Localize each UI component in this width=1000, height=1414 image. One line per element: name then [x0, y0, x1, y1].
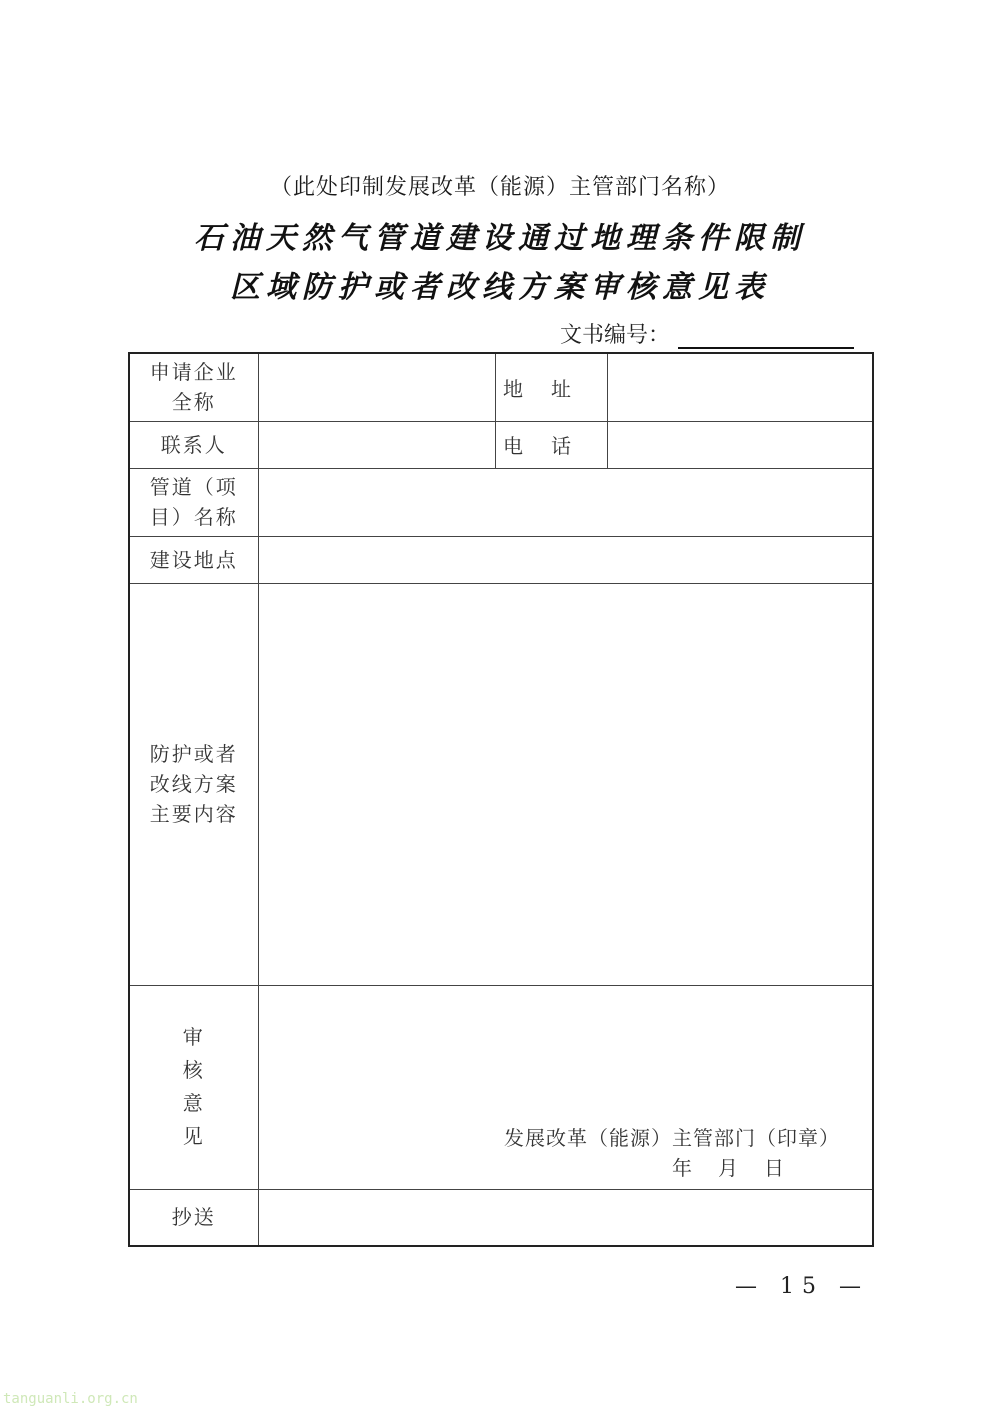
pipeline-label-line2: 目）名称: [149, 505, 238, 529]
row-location: [129, 536, 873, 583]
contact-label: 联系人: [129, 421, 258, 468]
review-label: [129, 985, 258, 1189]
document-number-label: 文书编号：: [560, 323, 671, 348]
review-signature-block: [259, 986, 873, 1189]
review-label-char4: 见: [182, 1124, 205, 1148]
phone-field[interactable]: [607, 421, 873, 468]
plan-label-line2: 改线方案: [149, 772, 238, 796]
review-signature-date: 年月日: [672, 1155, 810, 1180]
plan-label: [129, 583, 258, 985]
plan-label-line1: 防护或者: [149, 742, 238, 766]
location-label: 建设地点: [129, 536, 258, 583]
applicant-label: [129, 353, 258, 421]
cc-field[interactable]: [258, 1189, 873, 1246]
watermark: tanguanli.org.cn: [3, 1391, 138, 1407]
row-plan: [129, 583, 873, 985]
pipeline-label-line1: 管道（项: [149, 475, 238, 499]
pipeline-label: [129, 468, 258, 536]
cc-label: 抄送: [129, 1189, 258, 1246]
review-label-char1: 审: [182, 1025, 205, 1049]
pipeline-field[interactable]: [258, 468, 873, 536]
row-pipeline: [129, 468, 873, 536]
location-field[interactable]: [258, 536, 873, 583]
review-label-char2: 核: [182, 1058, 205, 1082]
phone-label: 电话: [495, 421, 607, 468]
contact-field[interactable]: [258, 421, 495, 468]
row-contact: [129, 421, 873, 468]
applicant-label-line2: 全称: [171, 390, 216, 415]
review-opinion-field[interactable]: [258, 985, 873, 1189]
row-review: [129, 985, 873, 1189]
review-opinion-form: [128, 352, 874, 1247]
document-number: [560, 318, 854, 349]
review-label-char3: 意: [182, 1091, 205, 1115]
issuing-authority-subtitle: （此处印制发展改革（能源）主管部门名称）: [269, 175, 730, 200]
applicant-label-line1: 申请企业: [149, 360, 238, 385]
plan-label-line3: 主要内容: [149, 802, 238, 826]
document-title-line-2: 区域防护或者改线方案审核意见表: [230, 270, 770, 305]
row-applicant: [129, 353, 873, 421]
document-title-line-1: 石油天然气管道建设通过地理条件限制: [194, 221, 806, 256]
applicant-field[interactable]: [258, 353, 495, 421]
row-cc: [129, 1189, 873, 1246]
plan-content-field[interactable]: [258, 583, 873, 985]
address-label: 地址: [495, 353, 607, 421]
review-signature-dept: 发展改革（能源）主管部门（印章）: [504, 1125, 840, 1150]
document-number-field[interactable]: [678, 323, 854, 349]
page-number: — 15 —: [735, 1274, 869, 1299]
address-field[interactable]: [607, 353, 873, 421]
